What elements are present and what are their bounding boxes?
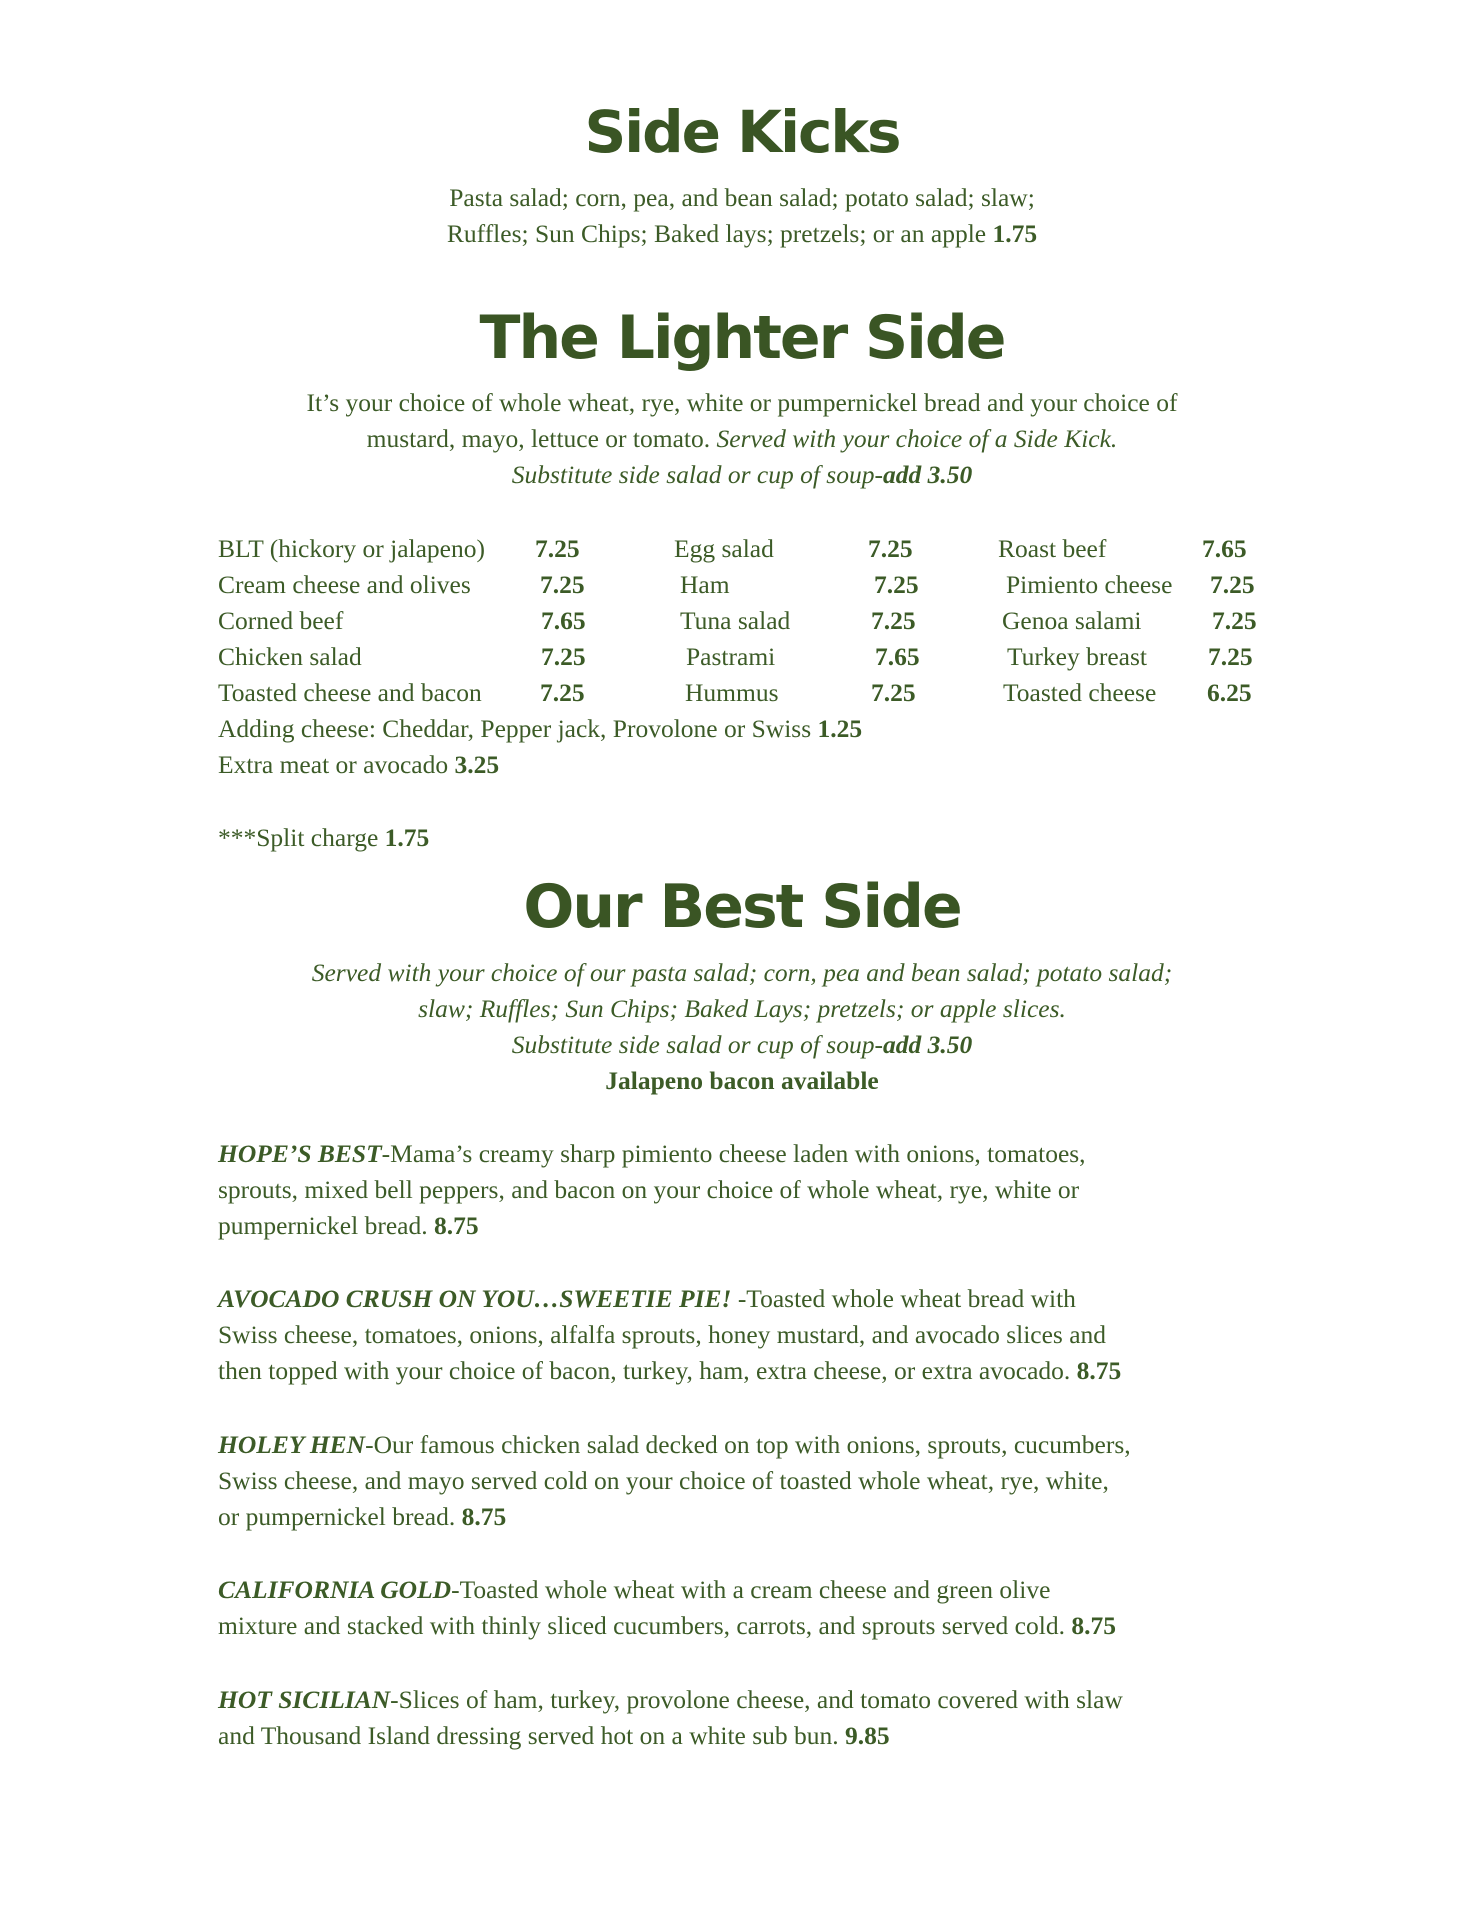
list-item-name: Toasted cheese — [1003, 678, 1157, 707]
extra-meat-text: Extra meat or avocado — [218, 750, 449, 779]
special-line — [218, 1499, 506, 1535]
special-line — [218, 1136, 1086, 1172]
special-desc: -Slices of ham, turkey, provolone cheese, and tomato covered with slaw — [390, 1685, 1123, 1714]
list-item-price: 7.25 — [1208, 642, 1253, 671]
lighter-side-intro-2 — [0, 421, 1484, 457]
jalapeno-bacon-note: Jalapeno bacon available — [605, 1066, 879, 1095]
lighter-side-intro-text-2: mustard, mayo, lettuce or tomato. — [366, 424, 711, 453]
split-charge-text: ***Split charge — [218, 823, 379, 852]
lighter-side-intro-3 — [0, 457, 1484, 493]
adding-cheese-text: Adding cheese: Cheddar, Pepper jack, Provolone or Swiss — [218, 714, 812, 743]
special-desc: pumpernickel bread. — [218, 1211, 428, 1240]
list-item-price: 7.25 — [540, 678, 585, 707]
side-kicks-line-1 — [0, 180, 1484, 216]
list-item-price: 7.65 — [875, 642, 920, 671]
list-item-price: 7.25 — [868, 534, 913, 563]
lighter-side-heading: The Lighter Side — [479, 303, 1005, 373]
side-kicks-price: 1.75 — [992, 219, 1038, 248]
list-item-price: 7.65 — [1202, 534, 1247, 563]
special-desc: and Thousand Island dressing served hot on a white sub bun. — [218, 1721, 839, 1750]
adding-cheese-line — [218, 711, 862, 747]
list-item-name: Corned beef — [218, 606, 344, 635]
special-line — [218, 1608, 1116, 1644]
special-desc: mixture and stacked with thinly sliced cucumbers, carrots, and sprouts served cold. — [218, 1611, 1065, 1640]
lighter-side-intro-1 — [0, 385, 1484, 421]
list-item-name: Toasted cheese and bacon — [218, 678, 482, 707]
special-name: HOPE’S BEST — [218, 1139, 382, 1168]
special-line — [218, 1353, 1121, 1389]
best-side-intro-2: slaw; Ruffles; Sun Chips; Baked Lays; pretzels; or apple slices. — [418, 994, 1066, 1023]
best-side-intro-1: Served with your choice of our pasta salad; corn, pea and bean salad; potato salad; — [311, 958, 1173, 987]
special-desc: -Toasted whole wheat with a cream cheese and green olive — [451, 1575, 1051, 1604]
special-desc: -Our famous chicken salad decked on top with onions, sprouts, cucumbers, — [365, 1430, 1131, 1459]
best-side-heading: Our Best Side — [523, 872, 961, 942]
special-price: 8.75 — [1071, 1611, 1116, 1640]
list-item-price: 7.25 — [1212, 606, 1257, 635]
best-side-add-price: add 3.50 — [882, 1030, 973, 1059]
special-line — [218, 1682, 1123, 1718]
special-name: CALIFORNIA GOLD — [218, 1575, 452, 1604]
special-desc: Swiss cheese, tomatoes, onions, alfalfa sprouts, honey mustard, and avocado slices and — [218, 1320, 1107, 1349]
extra-meat-price: 3.25 — [454, 750, 500, 779]
extra-meat-line — [218, 747, 499, 783]
list-item-price: 7.65 — [541, 606, 586, 635]
split-charge-price: 1.75 — [384, 823, 430, 852]
special-desc: Swiss cheese, and mayo served cold on your choice of toasted whole wheat, rye, white, — [218, 1466, 1109, 1495]
lighter-side-substitute: Substitute side salad or cup of soup- — [511, 460, 883, 489]
special-name: AVOCADO CRUSH ON YOU…SWEETIE PIE! — [218, 1284, 732, 1313]
special-name: HOLEY HEN — [218, 1430, 366, 1459]
list-item-price: 6.25 — [1207, 678, 1252, 707]
special-line — [218, 1427, 1131, 1463]
list-item-name: Cream cheese and olives — [218, 570, 471, 599]
lighter-side-add-price: add 3.50 — [882, 460, 973, 489]
list-item-name: Pimiento cheese — [1006, 570, 1173, 599]
list-item-name: BLT (hickory or jalapeno) — [218, 534, 485, 563]
list-item-name: Genoa salami — [1002, 606, 1142, 635]
list-item-price: 7.25 — [874, 570, 919, 599]
special-price: 8.75 — [461, 1502, 507, 1531]
special-desc: then topped with your choice of bacon, turkey, ham, extra cheese, or extra avocado. — [218, 1356, 1071, 1385]
best-side-intro-3 — [0, 1027, 1484, 1063]
lighter-side-intro-text-1: It’s your choice of whole wheat, rye, white or pumpernickel bread and your choice of — [306, 388, 1178, 417]
side-kicks-text-1: Pasta salad; corn, pea, and bean salad; potato salad; slaw; — [449, 183, 1035, 212]
special-line — [218, 1208, 479, 1244]
special-price: 8.75 — [433, 1211, 479, 1240]
special-desc: sprouts, mixed bell peppers, and bacon on your choice of whole wheat, rye, white or — [218, 1175, 1080, 1204]
best-side-substitute: Substitute side salad or cup of soup- — [511, 1030, 883, 1059]
special-desc: -Mama’s creamy sharp pimiento cheese laden with onions, tomatoes, — [381, 1139, 1086, 1168]
adding-cheese-price: 1.25 — [817, 714, 863, 743]
list-item-price: 7.25 — [871, 678, 916, 707]
list-item-name: Hummus — [685, 678, 779, 707]
list-item-name: Tuna salad — [680, 606, 791, 635]
special-line — [218, 1281, 1076, 1317]
special-name: HOT SICILIAN — [218, 1685, 391, 1714]
list-item-price: 7.25 — [535, 534, 580, 563]
side-kicks-text-2: Ruffles; Sun Chips; Baked lays; pretzels; or an apple — [446, 219, 987, 248]
list-item-name: Roast beef — [998, 534, 1107, 563]
special-desc: -Toasted whole wheat bread with — [731, 1284, 1076, 1313]
special-line — [218, 1572, 1050, 1608]
lighter-side-intro-side-kick: Served with your choice of a Side Kick. — [716, 424, 1118, 453]
list-item-name: Chicken salad — [218, 642, 362, 671]
list-item-name: Turkey breast — [1007, 642, 1148, 671]
special-line — [218, 1718, 890, 1754]
list-item-price: 7.25 — [1210, 570, 1255, 599]
list-item-price: 7.25 — [871, 606, 916, 635]
side-kicks-line-2 — [0, 216, 1484, 252]
list-item-price: 7.25 — [540, 570, 585, 599]
special-desc: or pumpernickel bread. — [218, 1502, 456, 1531]
special-price: 9.85 — [845, 1721, 890, 1750]
list-item-name: Egg salad — [674, 534, 774, 563]
list-item-name: Pastrami — [686, 642, 776, 671]
split-charge-line — [218, 820, 429, 856]
list-item-name: Ham — [680, 570, 730, 599]
special-price: 8.75 — [1076, 1356, 1122, 1385]
list-item-price: 7.25 — [541, 642, 586, 671]
side-kicks-heading: Side Kicks — [584, 98, 900, 166]
